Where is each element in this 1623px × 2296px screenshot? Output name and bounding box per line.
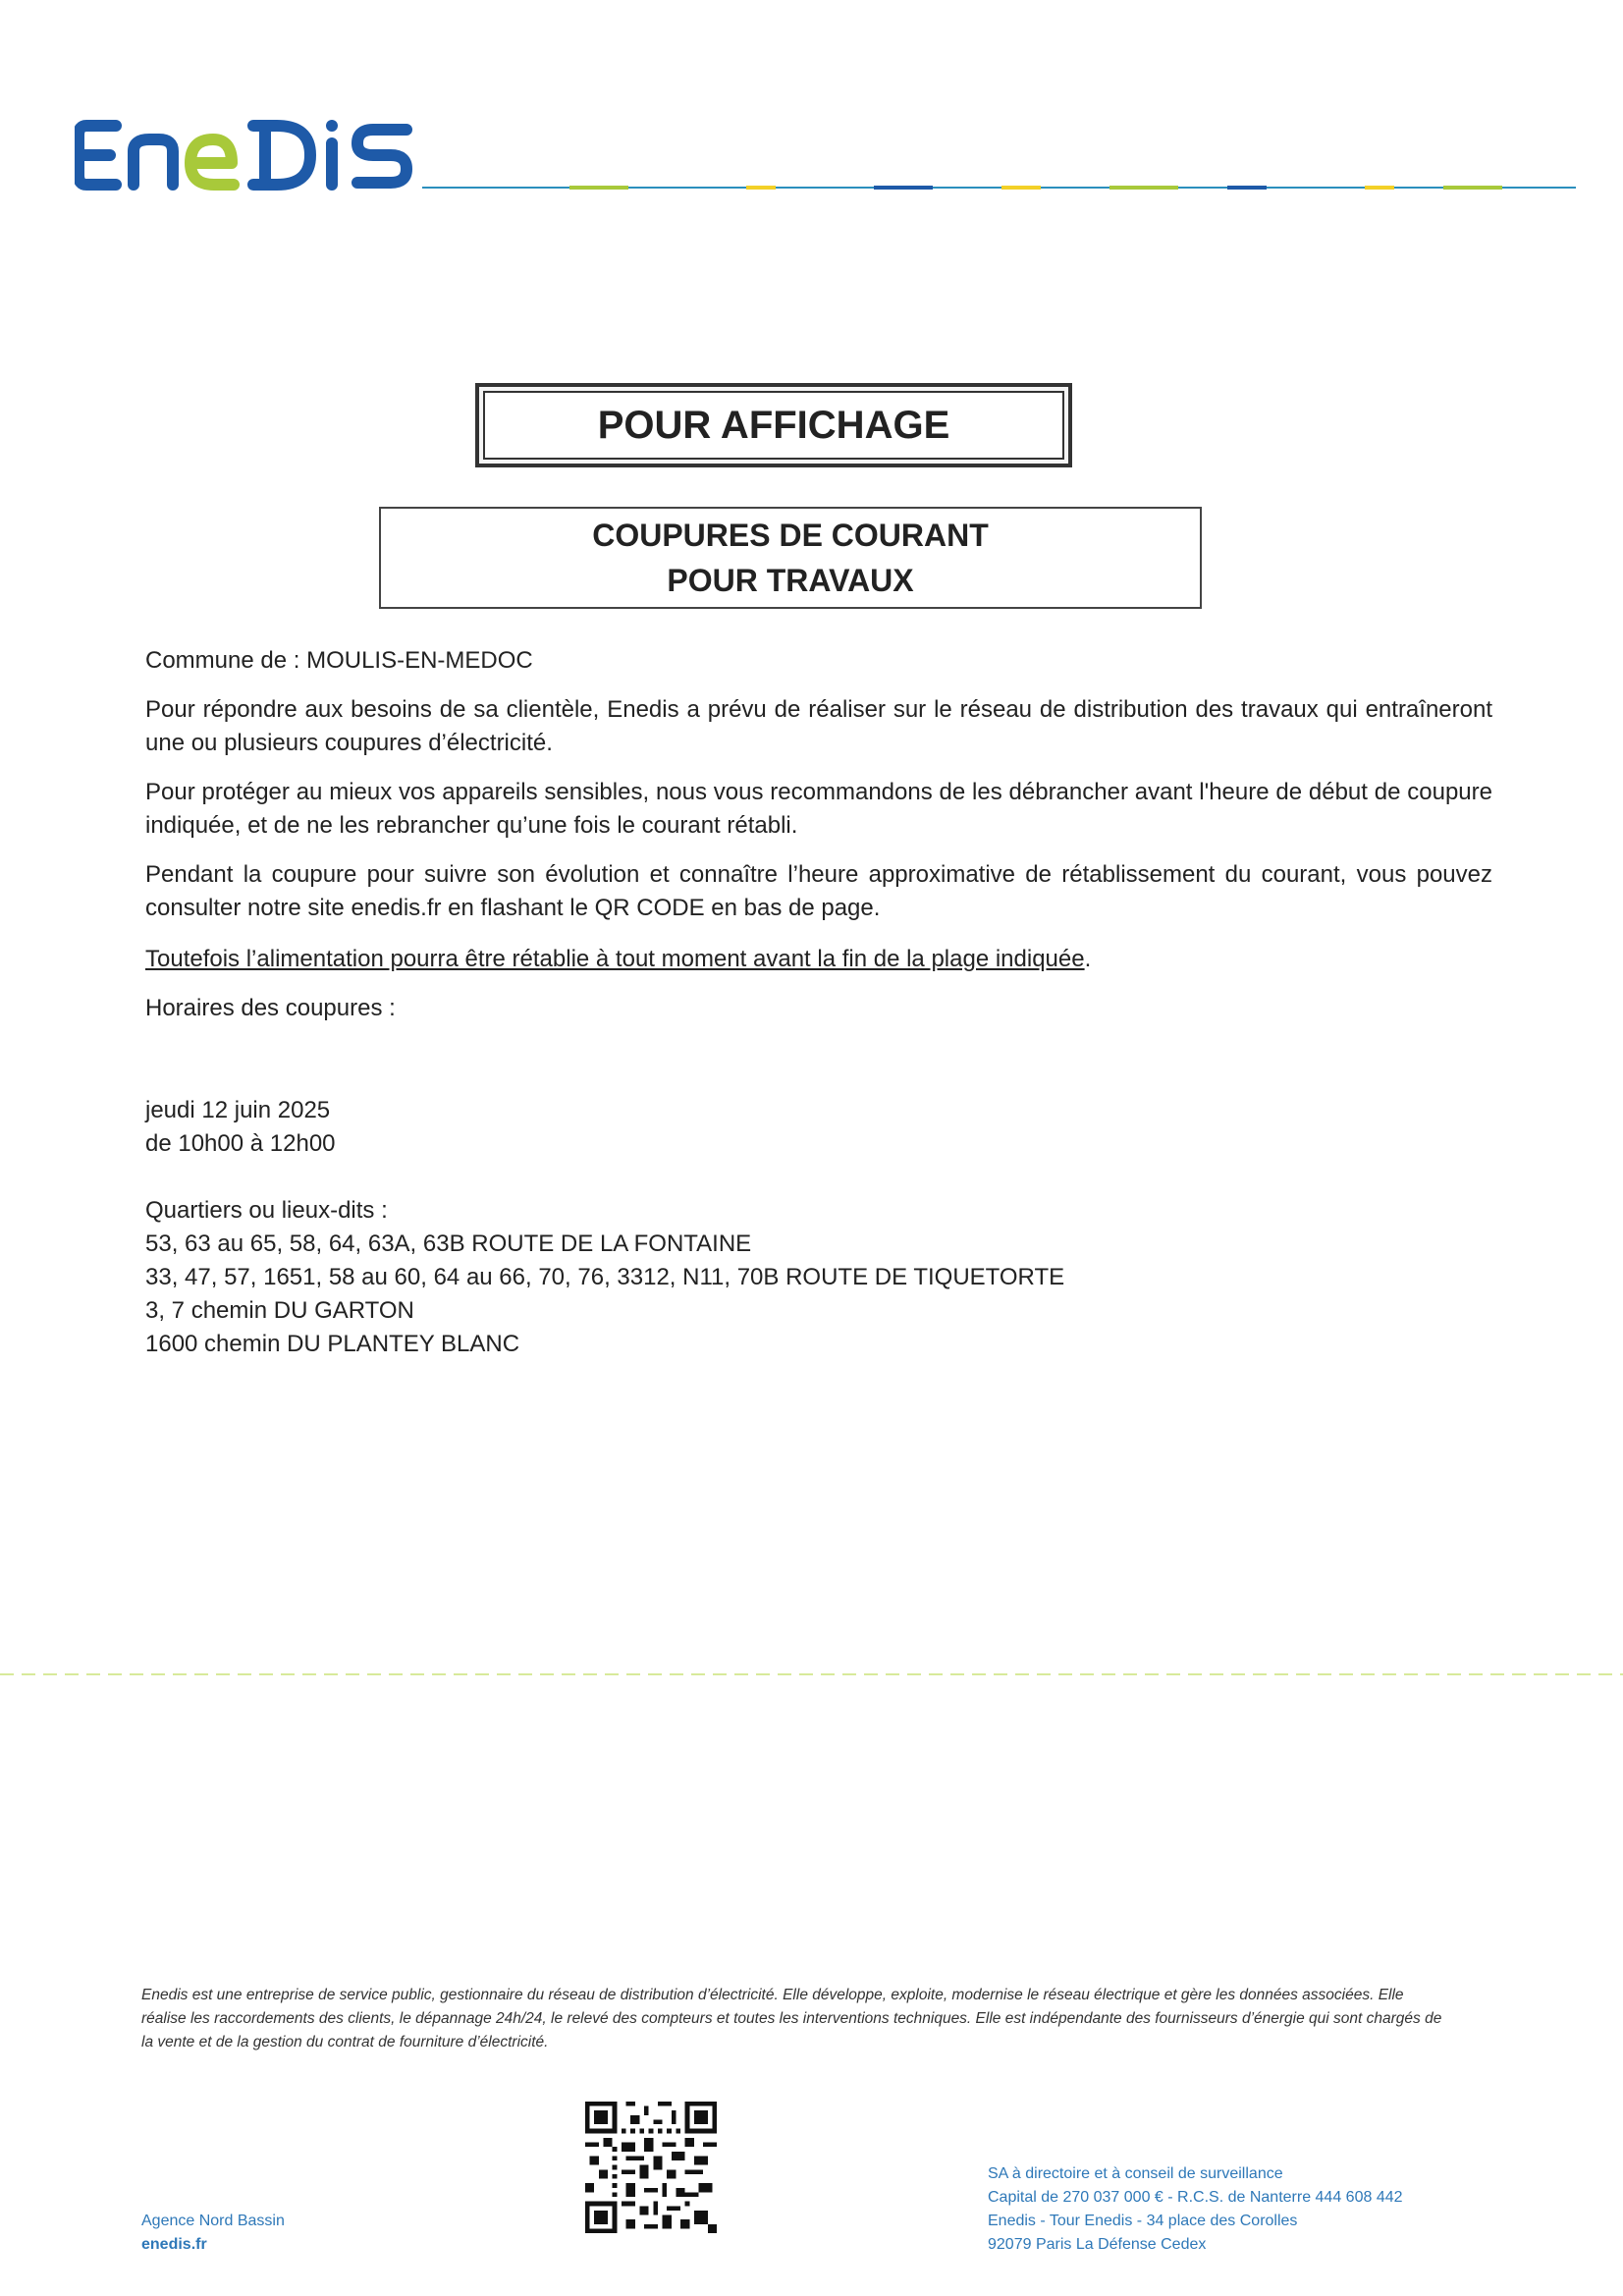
paragraph-appareils: Pour protéger au mieux vos appareils sensibles, nous vous recommandons de les débrancher avant l'heure de début de coupure indiquée, et de ne les rebrancher qu’une fois le courant rétabli. [145, 779, 1492, 839]
coupures-title-box [379, 507, 1202, 609]
coupures-title-line1: COUPURES DE COURANT [592, 518, 989, 553]
agency-name: Agence Nord Bassin [141, 2213, 285, 2229]
outage-date: jeudi 12 juin 2025 [145, 1097, 331, 1123]
company-info-line: SA à directoire et à conseil de surveillance [988, 2165, 1283, 2182]
notice-period: . [1084, 946, 1092, 972]
website-link[interactable]: enedis.fr [141, 2236, 207, 2253]
pour-affichage-box [475, 383, 1072, 467]
header-rule [422, 185, 1576, 191]
qr-code-icon[interactable] [585, 2102, 717, 2233]
company-info-block [988, 2162, 1403, 2257]
quartier-item: 33, 47, 57, 1651, 58 au 60, 64 au 66, 70, 76, 3312, N11, 70B ROUTE DE TIQUETORTE [145, 1264, 1065, 1290]
company-info-line: Enedis - Tour Enedis - 34 place des Corolles [988, 2213, 1298, 2229]
paragraph-besoins: Pour répondre aux besoins de sa clientèle, Enedis a prévu de réaliser sur le réseau de distribution des travaux qui entraîneront une ou plusieurs coupures d’électricité. [145, 696, 1492, 756]
quartier-item: 53, 63 au 65, 58, 64, 63A, 63B ROUTE DE LA FONTAINE [145, 1230, 752, 1257]
coupures-title-line2: POUR TRAVAUX [667, 563, 914, 598]
footer-agency-block [141, 2210, 285, 2257]
legal-notice: Enedis est une entreprise de service public, gestionnaire du réseau de distribution d’électricité. Elle développe, exploite, modernise le réseau électrique et gère les données associées. Elle réalise les raccordements des clients, le dépannage 24h/24, le relevé des compteurs et toutes les interventions techniques. Elle est indépendante des fournisseurs d’énergie qui sont chargés de la vente et de la gestion du contrat de fourniture d’électricité. [141, 1987, 1442, 2050]
paragraph-suivi: Pendant la coupure pour suivre son évolution et connaître l’heure approximative de rétablissement du courant, vous pouvez consulter notre site enedis.fr en flashant le QR CODE en bas de page. [145, 861, 1492, 921]
notice-line [145, 943, 1091, 976]
company-info-line: Capital de 270 037 000 € - R.C.S. de Nanterre 444 608 442 [988, 2189, 1403, 2206]
enedis-logo [75, 116, 413, 194]
commune-line: Commune de : MOULIS-EN-MEDOC [145, 647, 533, 674]
quartiers-label: Quartiers ou lieux-dits : [145, 1197, 388, 1224]
quartier-item: 1600 chemin DU PLANTEY BLANC [145, 1331, 520, 1357]
pour-affichage-title: POUR AFFICHAGE [483, 391, 1064, 460]
outage-time: de 10h00 à 12h00 [145, 1130, 336, 1157]
company-info-line: 92079 Paris La Défense Cedex [988, 2236, 1207, 2253]
enedis-logo-graphic [75, 116, 413, 194]
horaires-label: Horaires des coupures : [145, 995, 396, 1021]
quartier-item: 3, 7 chemin DU GARTON [145, 1297, 414, 1324]
footer-rule [0, 1673, 1623, 1675]
notice-underlined: Toutefois l’alimentation pourra être rétablie à tout moment avant la fin de la plage indiquée [145, 946, 1085, 972]
